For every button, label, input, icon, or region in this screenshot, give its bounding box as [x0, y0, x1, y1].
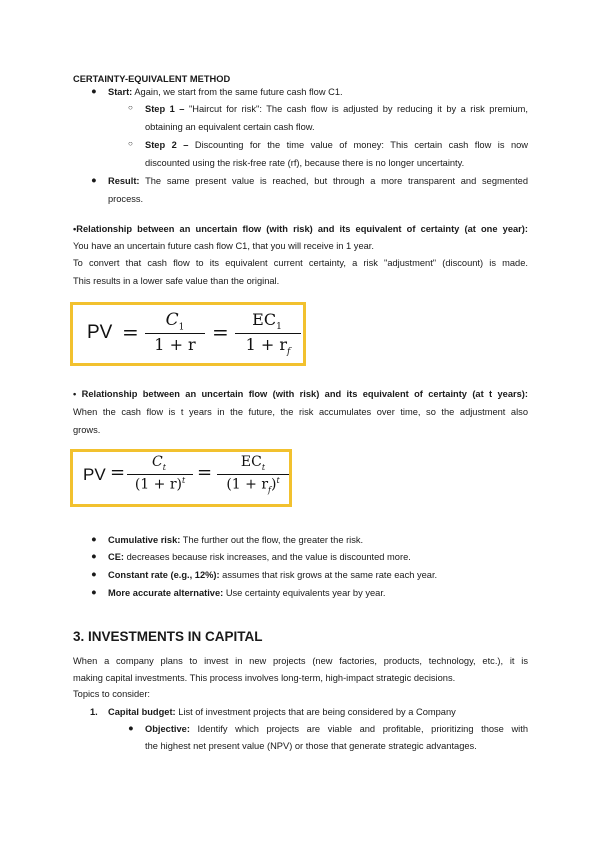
section3-line2: making capital investments. This process involves long-term, high-impact strategic decisions. — [73, 673, 456, 683]
equals-sign: = — [212, 320, 229, 344]
bullet-icon: ● — [91, 551, 97, 561]
result-line2: process. — [108, 194, 144, 204]
section-title: CERTAINTY-EQUIVALENT METHOD — [73, 74, 231, 84]
fraction-ct-denominator: $(1 + r)^t$ — [134, 476, 186, 493]
step1-line1: Step 1 – "Haircut for risk": The cash flow is adjusted by reducing it by a risk premium, — [145, 104, 528, 114]
step2-line2: discounted using the risk-free rate (rf), because there is no longer uncertainty. — [145, 158, 465, 168]
bullet-cumulative-risk: Cumulative risk: The further out the flow, the greater the risk. — [108, 535, 364, 545]
equals-sign: = — [110, 462, 126, 483]
fraction-ect-denominator: $(1 + r_f)^t$ — [226, 476, 280, 495]
capital-budget-item: Capital budget: List of investment projects that are being considered by a Company — [108, 707, 456, 717]
fraction-ec1-denominator: $1 + r_f$ — [245, 335, 291, 358]
equation-t-years — [70, 449, 292, 507]
bullet-icon: ● — [91, 587, 97, 597]
rel1-line2: To convert that cash flow to its equivalent current certainty, a risk "adjustment" (discount) is made. — [73, 258, 528, 268]
fraction-ect-numerator: $EC_t$ — [240, 454, 266, 472]
circle-bullet-icon: ○ — [128, 139, 133, 148]
step1-line2: obtaining an equivalent certain cash flow. — [145, 122, 315, 132]
start-line: Start: Again, we start from the same future cash flow C1. — [108, 87, 343, 97]
section3-line1: When a company plans to invest in new projects (new factories, products, technology, etc.), it is — [73, 656, 528, 666]
bullet-icon: ● — [91, 569, 97, 579]
list-number: 1. — [90, 707, 98, 717]
step2-line1: Step 2 – Discounting for the time value of money: This certain cash flow is now — [145, 140, 528, 150]
bullet-icon: ● — [91, 534, 97, 544]
fraction-bar — [235, 333, 301, 334]
circle-bullet-icon: ○ — [128, 103, 133, 112]
equation-one-year — [70, 302, 306, 366]
pv-symbol: PV — [87, 322, 113, 343]
bullet-icon: ● — [91, 86, 97, 96]
fraction-bar — [217, 474, 289, 475]
section3-line3: Topics to consider: — [73, 689, 150, 699]
fraction-c1-denominator: 1 + r — [154, 335, 196, 354]
pv-symbol: PV — [83, 465, 106, 484]
rel1-heading: •Relationship between an uncertain flow (with risk) and its equivalent of certainty (at one year): — [73, 224, 528, 234]
rel2-line1: When the cash flow is t years in the future, the risk accumulates over time, so the adjustment also — [73, 407, 528, 417]
bullet-icon: ● — [128, 723, 134, 733]
bullet-icon: ● — [91, 175, 97, 185]
objective-line1: Objective: Identify which projects are viable and profitable, prioritizing those with — [145, 724, 528, 734]
fraction-c1-numerator: $C_1$ — [165, 310, 185, 333]
equals-sign: = — [197, 462, 213, 483]
rel2-heading: • Relationship between an uncertain flow (with risk) and its equivalent of certainty (at t years): — [73, 389, 528, 399]
fraction-ec1-numerator: $EC_1$ — [252, 310, 282, 333]
equals-sign: = — [122, 320, 139, 344]
bullet-accurate-alternative: More accurate alternative: Use certainty equivalents year by year. — [108, 588, 386, 598]
bullet-ce: CE: decreases because risk increases, and the value is discounted more. — [108, 552, 411, 562]
rel2-line2: grows. — [73, 425, 101, 435]
fraction-bar — [145, 333, 205, 334]
result-line1: Result: The same present value is reached, but through a more transparent and segmented — [108, 176, 528, 186]
objective-line2: the highest net present value (NPV) or those that generate strategic advantages. — [145, 741, 477, 751]
rel1-line3: This results in a lower safe value than the original. — [73, 276, 280, 286]
section3-title: 3. INVESTMENTS IN CAPITAL — [73, 629, 263, 644]
fraction-ct-numerator: $C_t$ — [152, 454, 166, 472]
bullet-constant-rate: Constant rate (e.g., 12%): assumes that risk grows at the same rate each year. — [108, 570, 438, 580]
fraction-bar — [127, 474, 193, 475]
rel1-line1: You have an uncertain future cash flow C1, that you will receive in 1 year. — [73, 241, 374, 251]
